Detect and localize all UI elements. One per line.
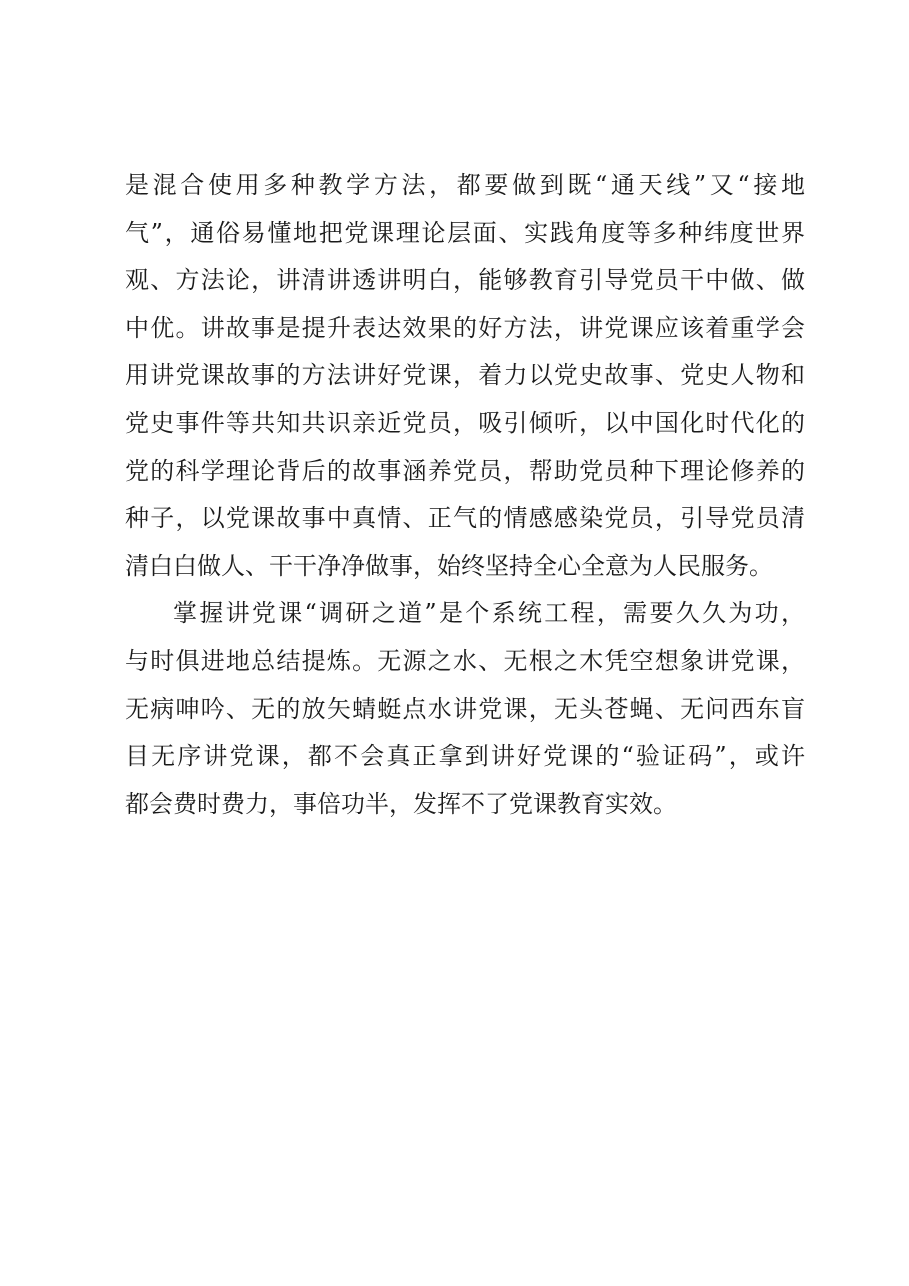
text-line: 无病呻吟、无的放矢蜻蜓点水讲党课，无头苍蝇、无问西东盲 [125,694,805,723]
text-line: 党的科学理论背后的故事涵养党员，帮助党员种下理论修养的 [125,456,805,485]
text-line: 观、方法论，讲清讲透讲明白，能够教育引导党员干中做、做 [125,266,805,295]
paragraph-1 [125,162,805,590]
text-line: 与时俱进地总结提炼。无源之水、无根之木凭空想象讲党课， [125,646,805,675]
text-line: 清白白做人、干干净净做事，始终坚持全心全意为人民服务。 [125,551,773,580]
text-line: 气”，通俗易懂地把党课理论层面、实践角度等多种纬度世界 [125,218,805,247]
text-line: 都会费时费力，事倍功半，发挥不了党课教育实效。 [125,789,677,818]
body-text [125,162,805,828]
text-line: 是混合使用多种教学方法，都要做到既“通天线”又“接地 [125,171,805,199]
text-line: 用讲党课故事的方法讲好党课，着力以党史故事、党史人物和 [125,361,805,390]
text-line: 掌握讲党课“调研之道”是个系统工程，需要久久为功， [173,599,805,628]
paragraph-2 [125,590,805,828]
text-line: 中优。讲故事是提升表达效果的好方法，讲党课应该着重学会 [125,313,805,342]
text-line: 党史事件等共知共识亲近党员，吸引倾听，以中国化时代化的 [125,408,805,437]
text-line: 目无序讲党课，都不会真正拿到讲好党课的“验证码”，或许 [125,742,805,771]
text-line: 种子，以党课故事中真情、正气的情感感染党员，引导党员清 [125,504,805,533]
